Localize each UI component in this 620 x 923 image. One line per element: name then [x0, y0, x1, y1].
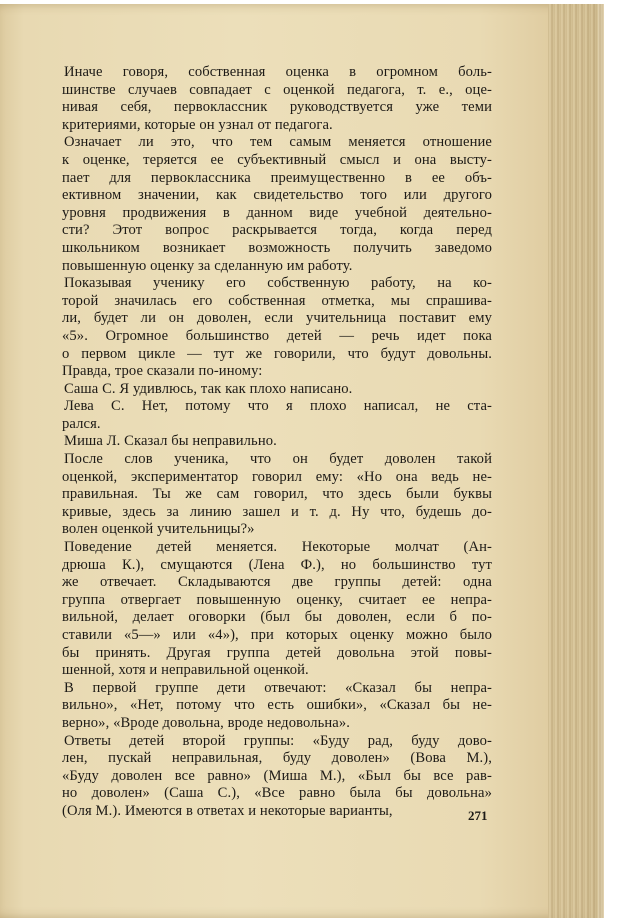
text-line: Ответы детей второй группы: «Буду рад, буду дово- — [64, 732, 492, 749]
text-line: волен оценкой учительницы?» — [62, 521, 255, 538]
text-line: вильной, делает оговорки (был бы доволен, если б по- — [62, 609, 492, 626]
paragraph — [62, 275, 492, 381]
text-line: ставили «5—» или «4»), при которых оценку можно было — [62, 627, 492, 643]
paragraph — [62, 381, 492, 399]
text-line: бы принять. Другая группа детей довольна этой повы- — [62, 644, 492, 661]
paragraph — [62, 451, 492, 539]
text-line: но доволен» (Саша С.), «Все равно была бы довольна» — [62, 785, 492, 802]
text-line: сти? Этот вопрос раскрывается тогда, когда перед — [62, 222, 492, 239]
text-line: Поведение детей меняется. Некоторые молчат (Ан- — [64, 539, 492, 556]
text-line: «Буду доволен все равно» (Миша М.), «Был бы все рав- — [62, 767, 492, 784]
paragraph — [62, 539, 492, 680]
page-number: 271 — [468, 808, 488, 823]
text-line: В первой группе дети отвечают: «Сказал бы непра- — [64, 679, 492, 696]
text-line: повышенную оценку за сделанную им работу. — [62, 257, 353, 274]
paragraph — [62, 134, 492, 275]
text-line: о первом цикле — тут же говорили, что будут довольны. — [62, 345, 492, 362]
text-line: «5». Огромное большинство детей — речь идет пока — [62, 327, 492, 344]
text-line: правильная. Ты же сам говорил, что здесь были буквы — [62, 486, 492, 503]
text-line: шенной, хотя и неправильной оценкой. — [62, 662, 309, 679]
text-line: к оценке, теряется ее субъективный смысл и она высту- — [62, 151, 492, 168]
text-line: шинстве случаев совпадает с оценкой педагога, т. е., оце- — [62, 81, 492, 98]
page-body-text — [62, 64, 492, 821]
text-line: оценкой, экспериментатор говорил ему: «Но она ведь не- — [62, 468, 492, 485]
text-line: пает для первоклассника преимущественно в ее объ- — [62, 169, 492, 186]
paragraph — [62, 733, 492, 821]
text-line: Означает ли это, что тем самым меняется отношение — [64, 134, 492, 151]
text-line: же отвечает. Складываются две группы детей: одна — [62, 574, 492, 591]
text-line: нивая себя, первоклассник руководствуется уже теми — [62, 99, 492, 116]
text-line: рался. — [62, 415, 101, 432]
text-line: вильно», «Нет, потому что есть ошибки», «Сказал бы не- — [62, 697, 492, 714]
text-line: школьником возникает возможность получить заведомо — [62, 239, 492, 256]
text-line: Саша С. Я удивлюсь, так как плохо написано. — [64, 380, 353, 397]
text-line: уровня продвижения в данном виде учебной деятельно- — [62, 204, 492, 221]
page-edge-stack — [548, 4, 604, 918]
text-line: лен, пускай неправильная, буду доволен» (Вова М.), — [62, 750, 492, 767]
text-line: После слов ученика, что он будет доволен такой — [64, 451, 492, 468]
text-line: группа отвергает повышенную оценку, считает ее непра- — [62, 591, 492, 608]
paragraph — [62, 64, 492, 134]
text-line: дрюша К.), смущаются (Лена Ф.), но большинство тут — [62, 556, 492, 573]
text-line: Лева С. Нет, потому что я плохо написал, не ста- — [64, 398, 492, 415]
text-line: Миша Л. Сказал бы неправильно. — [64, 433, 277, 450]
paragraph — [62, 433, 492, 451]
text-line: критериями, которые он узнал от педагога. — [62, 116, 333, 133]
paragraph — [62, 398, 492, 433]
text-line: Показывая ученику его собственную работу, на ко- — [64, 275, 492, 292]
text-line: ективном значении, как свидетельство того или другого — [62, 187, 492, 204]
text-line: Иначе говоря, собственная оценка в огромном боль- — [64, 64, 492, 80]
text-line: ли, будет ли он доволен, если учительница поставит ему — [62, 310, 492, 327]
text-line: кривые, здесь за линию зашел и т. д. Ну что, будешь до- — [62, 503, 492, 520]
text-line: верно», «Вроде довольна, вроде недовольна». — [62, 714, 350, 731]
text-line: торой значилась его собственная отметка, мы спрашива- — [62, 292, 492, 309]
text-line: (Оля М.). Имеются в ответах и некоторые варианты, — [62, 802, 393, 819]
paragraph — [62, 680, 492, 733]
text-line: Правда, трое сказали по-иному: — [62, 363, 263, 380]
